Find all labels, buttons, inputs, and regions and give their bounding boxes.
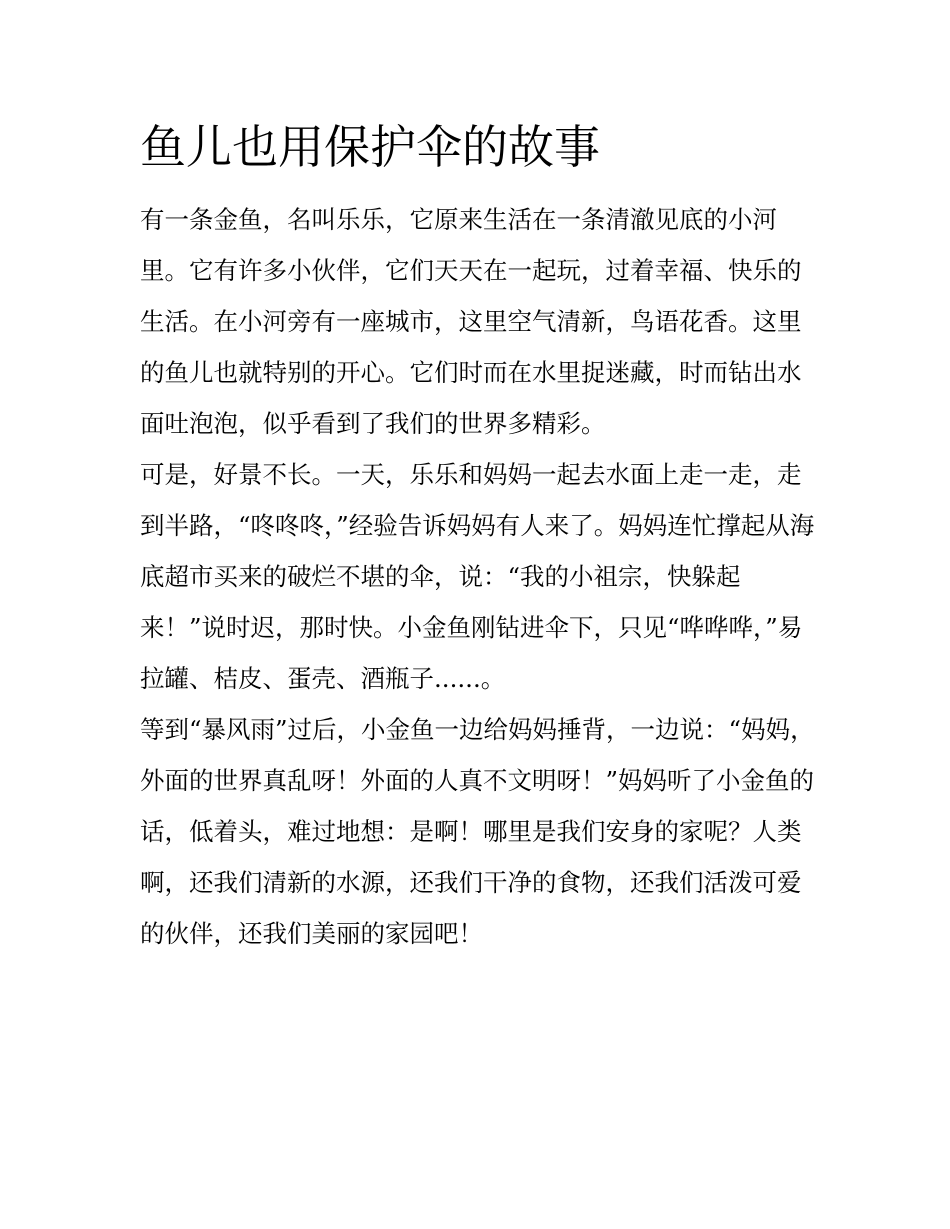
paragraph-2: 可是，好景不长。一天，乐乐和妈妈一起去水面上走一走，走到半路，“咚咚咚，”经验告诉妈妈有人来了。妈妈连忙撑起从海底超市买来的破烂不堪的伞，说：“我的小祖宗，快躲起来！”说时迟，那时快。小金鱼刚钻进伞下，只见“哗哗哗，”易拉罐、桔皮、蛋壳、酒瓶子......。 xyxy=(140,460,815,693)
document-body xyxy=(140,194,820,959)
paragraph-3: 等到“暴风雨”过后，小金鱼一边给妈妈捶背，一边说：“妈妈，外面的世界真乱呀！外面的人真不文明呀！”妈妈听了小金鱼的话，低着头，难过地想：是啊！哪里是我们安身的家呢？人类啊，还我们清新的水源，还我们干净的食物，还我们活泼可爱的伙伴，还我们美丽的家园吧！ xyxy=(140,715,815,948)
document-page xyxy=(140,112,820,959)
document-title: 鱼儿也用保护伞的故事 xyxy=(140,120,600,174)
paragraph-1: 有一条金鱼，名叫乐乐，它原来生活在一条清澈见底的小河里。它有许多小伙伴，它们天天在一起玩，过着幸福、快乐的生活。在小河旁有一座城市，这里空气清新，鸟语花香。这里的鱼儿也就特别的开心。它们时而在水里捉迷藏，时而钻出水面吐泡泡，似乎看到了我们的世界多精彩。 xyxy=(140,205,802,438)
